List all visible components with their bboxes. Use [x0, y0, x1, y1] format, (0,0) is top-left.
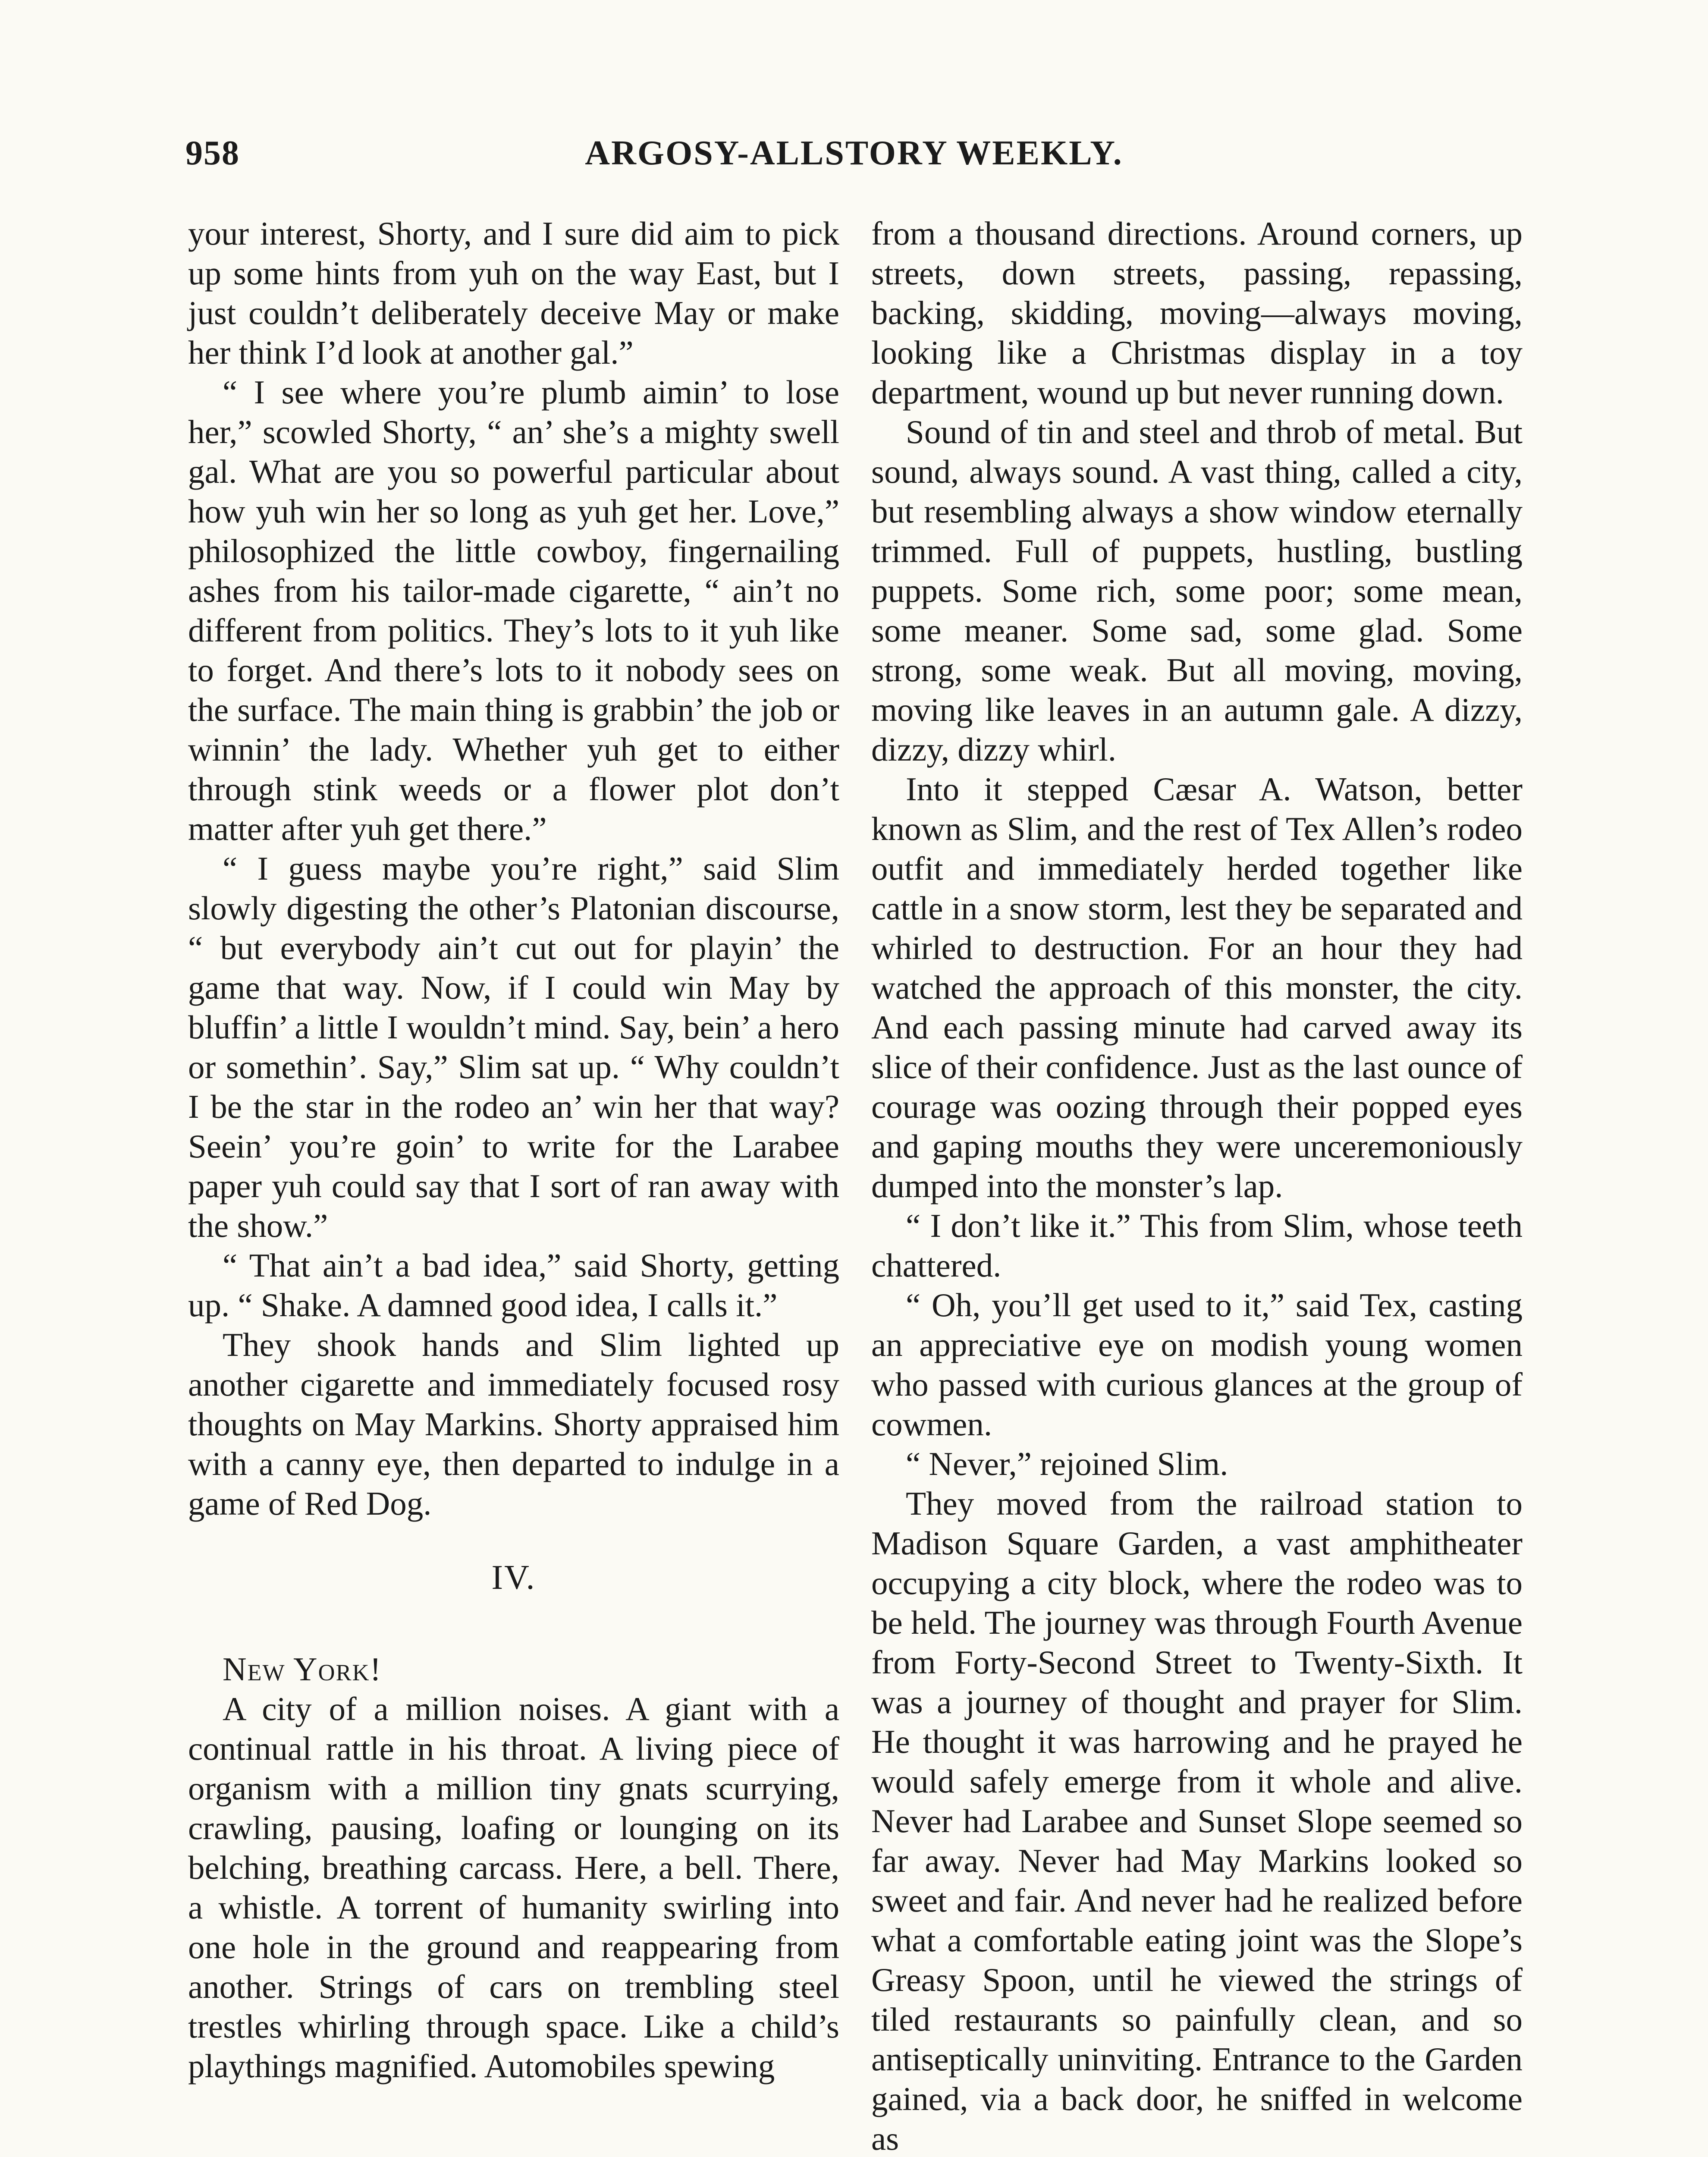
paragraph: Into it stepped Cæsar A. Watson, better known as Slim, and the rest of Tex Allen’s rodeo outfit and immediately herded together like cattle in a snow storm, lest they be separated and whirled to destruction. For an hour they had watched the approach of this monster, the city. And each passing minute had carved away its slice of their confidence. Just as the last ounce of courage was oozing through their popped eyes and gaping mouths they were unceremoniously dumped into the monster’s lap. [871, 770, 1523, 1204]
paragraph: “ I don’t like it.” This from Slim, whose teeth chattered. [871, 1207, 1523, 1284]
left-column [188, 214, 839, 2086]
paragraph: your interest, Shorty, and I sure did aim to pick up some hints from yuh on the way East, but I just couldn’t deliberately deceive May or make her think I’d look at another gal.” [188, 215, 839, 371]
paragraph: “ Oh, you’ll get used to it,” said Tex, casting an appreciative eye on modish young women who passed with curious glances at the group of cowmen. [871, 1286, 1523, 1443]
paragraph: from a thousand directions. Around corners, up streets, down streets, passing, repassing, backing, skidding, moving—always moving, looking like a Christmas display in a toy department, wound up but never running down. [871, 215, 1523, 411]
paragraph: “ Never,” rejoined Slim. [906, 1445, 1228, 1482]
running-title: ARGOSY-ALLSTORY WEEKLY. [585, 134, 1123, 172]
paragraph: They moved from the railroad station to Madison Square Garden, a vast amphitheater occupying a city block, where the rodeo was to be held. The journey was through Fourth Avenue from Forty-Second Street to Twenty-Sixth. It was a journey of thought and prayer for Slim. He thought it was harrowing and he prayed he would safely emerge from it whole and alive. Never had Larabee and Sunset Slope seemed so far away. Never had May Markins looked so sweet and fair. And never had he realized before what a comfortable eating joint was the Slope’s Greasy Spoon, until he viewed the strings of tiled restaurants so painfully clean, and so antiseptically uninviting. Entrance to the Garden gained, via a back door, he sniffed in welcome as [871, 1485, 1523, 2157]
running-header [185, 134, 1523, 181]
paragraph: “ I guess maybe you’re right,” said Slim slowly digesting the other’s Platonian discourse, “ but everybody ain’t cut out for playin’ the game that way. Now, if I could win May by bluffin’ a little I wouldn’t mind. Say, bein’ a hero or somethin’. Say,” Slim sat up. “ Why couldn’t I be the star in the rodeo an’ win her that way? Seein’ you’re goin’ to write for the Larabee paper yuh could say that I sort of ran away with the show.” [188, 850, 839, 1244]
section-heading: IV. [491, 1559, 536, 1597]
paragraph: New York! [223, 1651, 382, 1688]
paragraph: “ I see where you’re plumb aimin’ to lose her,” scowled Shorty, “ an’ she’s a mighty swell gal. What are you so powerful particular about how yuh win her so long as yuh get her. Love,” philosophized the little cowboy, fingernailing ashes from his tailor-made cigarette, “ ain’t no different from politics. They’s lots to it yuh like to forget. And there’s lots to it nobody sees on the surface. The main thing is grabbin’ the job or winnin’ the lady. Whether yuh get to either through stink weeds or a flower plot don’t matter after yuh get there.” [188, 374, 839, 847]
right-column [871, 214, 1523, 2157]
page-number: 958 [185, 134, 240, 172]
paragraph: A city of a million noises. A giant with a continual rattle in his throat. A living piece of organism with a million tiny gnats scurrying, crawling, pausing, loafing or lounging on its belching, breathing carcass. Here, a bell. There, a whistle. A torrent of humanity swirling into one hole in the ground and reappearing from another. Strings of cars on trembling steel trestles whirling through space. Like a child’s playthings magnified. Automobiles spewing [188, 1690, 839, 2085]
paragraph: “ That ain’t a bad idea,” said Shorty, getting up. “ Shake. A damned good idea, I calls it.” [188, 1247, 839, 1324]
paragraph: Sound of tin and steel and throb of metal. But sound, always sound. A vast thing, called a city, but resembling always a show window eternally trimmed. Full of puppets, hustling, bustling puppets. Some rich, some poor; some mean, some meaner. Some sad, some glad. Some strong, some weak. But all moving, moving, moving like leaves in an autumn gale. A dizzy, dizzy, dizzy whirl. [871, 413, 1523, 768]
paragraph: They shook hands and Slim lighted up another cigarette and immediately focused rosy thoughts on May Markins. Shorty appraised him with a canny eye, then departed to indulge in a game of Red Dog. [188, 1326, 839, 1522]
